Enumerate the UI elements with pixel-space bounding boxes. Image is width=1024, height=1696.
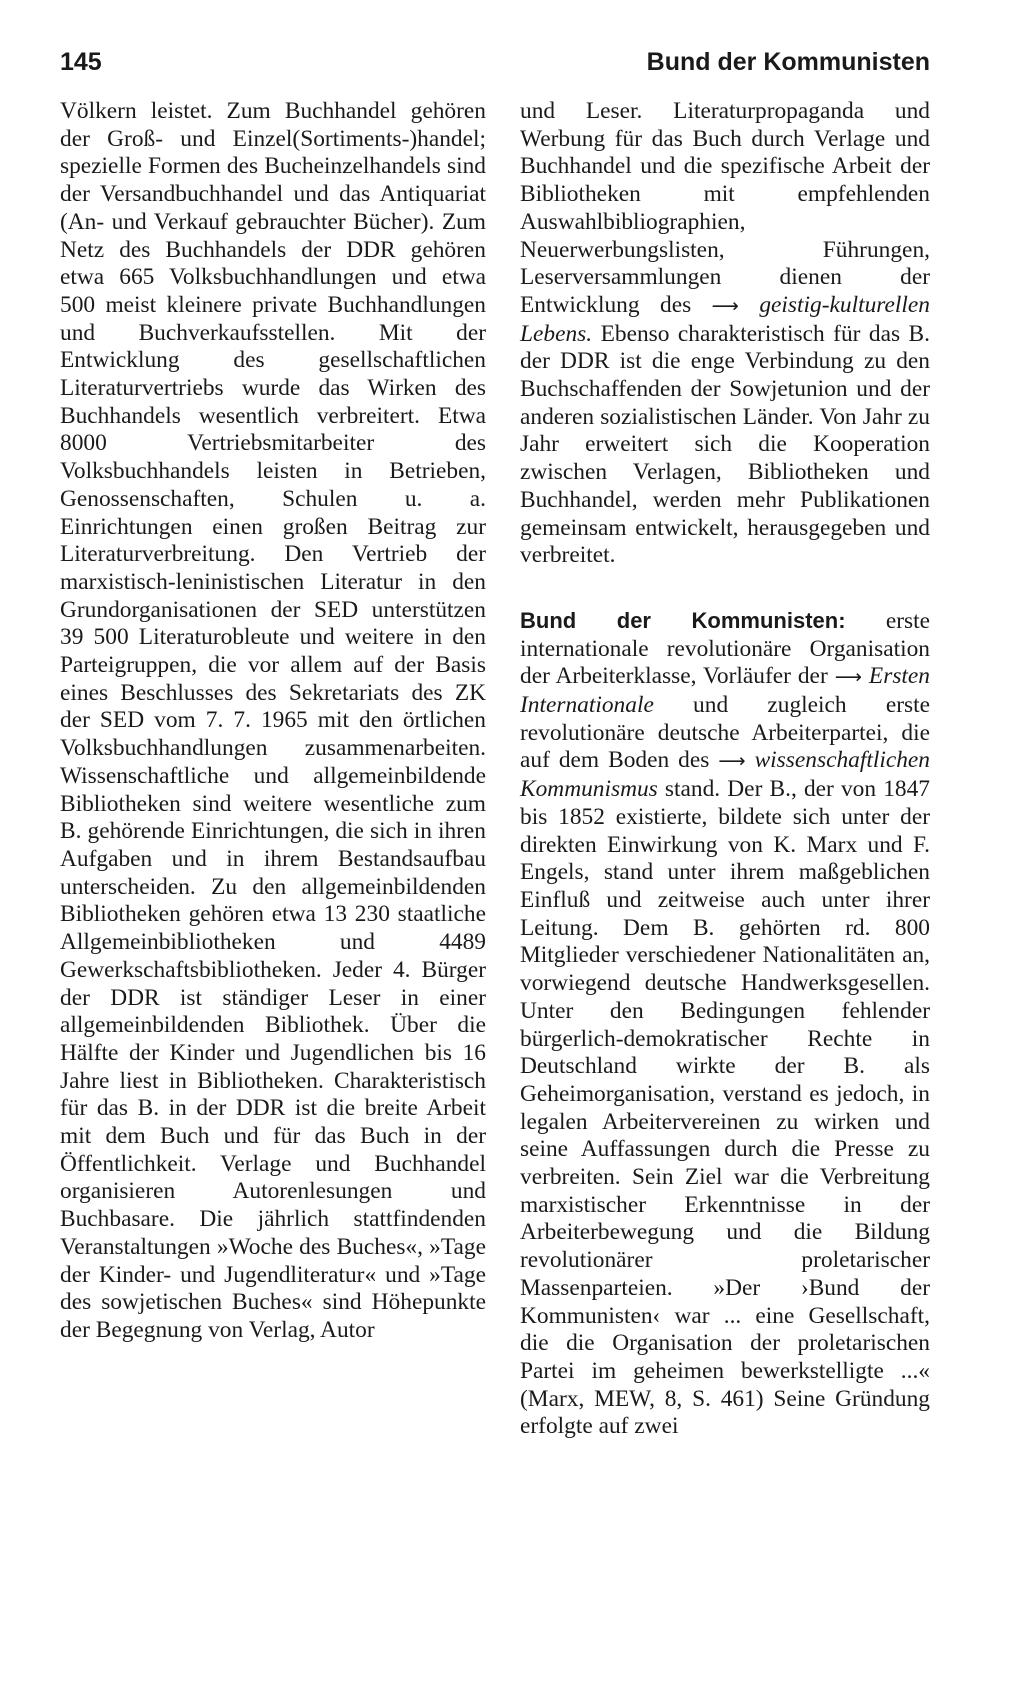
- page-number: 145: [60, 48, 102, 76]
- running-head: Bund der Kommunisten: [646, 48, 930, 76]
- cross-reference-link[interactable]: geistig-kulturellen Lebens.: [520, 291, 930, 347]
- right-column: [520, 98, 930, 1441]
- cross-reference-arrow-icon: ⟶: [711, 294, 739, 317]
- cross-reference-link[interactable]: wissenschaftlichen Kommunismus: [520, 747, 930, 803]
- paragraph-text: und zugleich erste revolutionäre deutsche Arbeiterpartei, die auf dem Boden des: [520, 692, 930, 774]
- page-header: [60, 44, 930, 80]
- paragraph-text: Völkern leistet. Zum Buchhandel gehören der Groß- und Einzel(Sortiments-)handel; spezielle Formen des Bucheinzelhandels sind der Versandbuchhandel und das Antiquariat (An- und Verkauf gebrauchter Bücher). Zum Netz des Buchhandels der DDR gehören etwa 665 Volksbuchhandlungen und etwa 500 meist kleinere private Buchhandlungen und Buchverkaufsstellen. Mit der Entwicklung des gesellschaftlichen Literaturvertriebs wurde das Wirken des Buchhandels wesentlich verbreitert. Etwa 8000 Vertriebsmitarbeiter des Volksbuchhandels leisten in Betrieben, Genossenschaften, Schulen u. a. Einrichtungen einen großen Beitrag zur Literaturverbreitung. Den Vertrieb der marxistisch-leninistischen Literatur in den Grundorganisationen der SED unterstützen 39 500 Literaturobleute und weitere in den Parteigruppen, die vor allem auf der Basis eines Beschlusses des Sekretariats des ZK der SED vom 7. 7. 1965 mit den örtlichen Volksbuchhandlungen zusammenarbeiten. Wissenschaftliche und allgemeinbildende Bibliotheken sind weitere wesentliche zum B. gehörende Einrichtungen, die sich in ihren Aufgaben und in ihrem Bestandsaufbau unterscheiden. Zu den allgemeinbildenden Bibliotheken gehören etwa 13 230 staatliche Allgemeinbibliotheken und 4489 Gewerkschaftsbibliotheken. Jeder 4. Bürger der DDR ist ständiger Leser in einer allgemeinbildenden Bibliothek. Über die Hälfte der Kinder und Jugendlichen bis 16 Jahre liest in Bibliotheken. Charakteristisch für das B. in der DDR ist die breite Arbeit mit dem Buch und für das Buch in der Öffentlichkeit. Verlage und Buchhandel organisieren Autorenlesungen und Buchbasare. Die jährlich stattfindenden Veranstaltungen »Woche des Buches«, »Tage der Kinder- und Jugendliteratur« und »Tage des sowjetischen Buches« sind Höhepunkte der Begegnung von Verlag, Autor: [60, 98, 486, 1343]
- paragraph-continuation: [520, 98, 930, 570]
- paragraph-text: Ebenso charakteristisch für das B. der DDR ist die enge Verbindung zu den Buchschaffenden der Sowjetunion und der anderen sozialistischen Länder. Von Jahr zu Jahr erweitert sich die Kooperation zwischen Verlagen, Bibliotheken und Buchhandel, werden mehr Publikationen gemeinsam entwickelt, herausgegeben und verbreitet.: [520, 320, 930, 569]
- entry-headword: Bund der Kommunisten:: [520, 607, 846, 633]
- dictionary-entry: [520, 607, 930, 1441]
- paragraph-text: stand. Der B., der von 1847 bis 1852 existierte, bildete sich unter der direkten Einwirkung von K. Marx und F. Engels, stand unter ihrem maßgeblichen Einfluß und zeitweise auch unter ihrer Leitung. Dem B. gehörten rd. 800 Mitglieder verschiedener Nationalitäten an, vorwiegend deutsche Handwerksgesellen. Unter den Bedingungen fehlender bürgerlich-demokratischer Rechte in Deutschland wirkte der B. als Geheimorganisation, verstand es jedoch, in legalen Arbeitervereinen zu wirken und seine Auffassungen durch die Presse zu verbreiten. Sein Ziel war die Verbreitung marxistischer Erkenntnisse in der Arbeiterbewegung und die Bildung revolutionärer proletarischer Massenparteien. »Der ›Bund der Kommunisten‹ war ... eine Gesellschaft, die die Organisation der proletarischen Partei im geheimen bewerkstelligte ...« (Marx, MEW, 8, S. 461) Seine Gründung erfolgte auf zwei: [520, 776, 930, 1440]
- paragraph-continuation: [60, 98, 486, 1345]
- cross-reference-arrow-icon: ⟶: [834, 666, 862, 689]
- cross-reference-arrow-icon: ⟶: [718, 750, 746, 773]
- cross-reference-link[interactable]: Ersten Internationale: [520, 663, 930, 719]
- paragraph-text: und Leser. Literaturpropaganda und Werbung für das Buch durch Verlage und Buchhandel und die spezifische Arbeit der Bibliotheken mit empfehlenden Auswahlbibliographien, Neuerwerbungslisten, Führungen, Leserversammlungen dienen der Entwicklung des: [520, 98, 930, 318]
- paragraph-text: erste internationale revolutionäre Organisation der Arbeiterklasse, Vorläufer der: [520, 607, 930, 690]
- left-column: [60, 98, 486, 1345]
